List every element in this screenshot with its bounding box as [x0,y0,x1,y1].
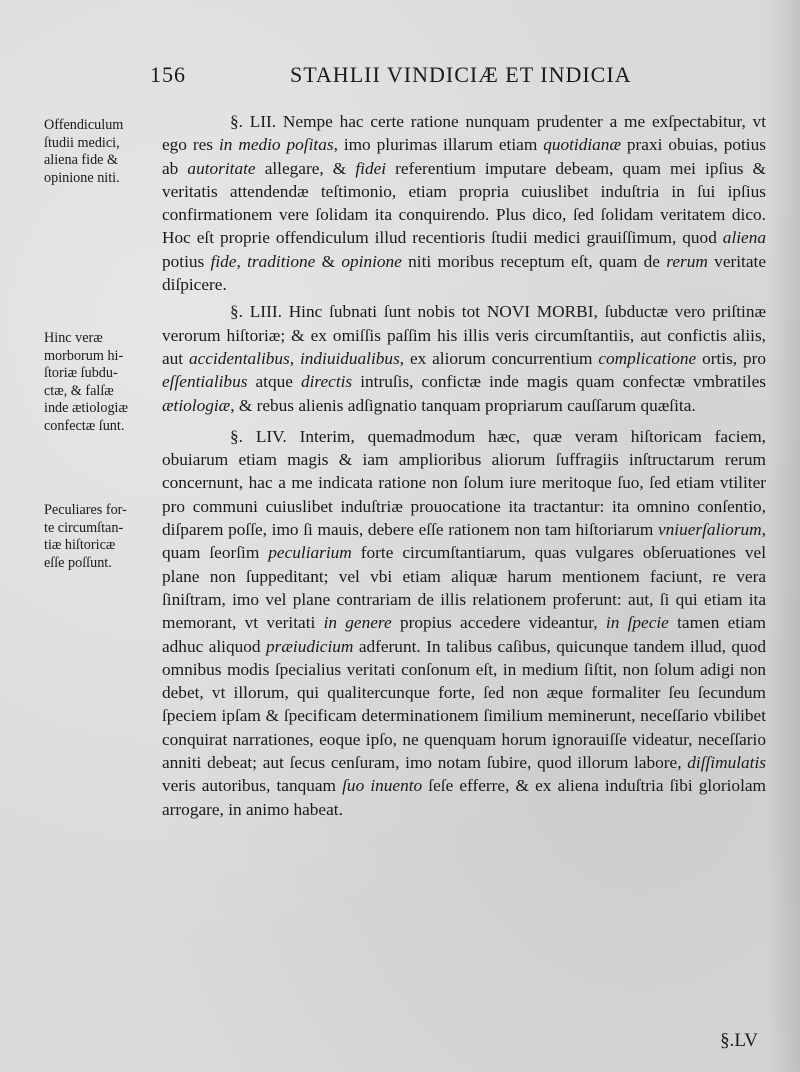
text-run: , & rebus alienis adſignatio tanquam propriarum cauſſarum quæſita. [230,395,696,415]
italic-run: peculiarium [268,543,352,563]
margin-note-line: tiæ hiſtoricæ [44,537,116,553]
text-run: propius accedere videantur, [391,613,606,633]
text-run: intruſis, confictæ inde magis quam confectæ vmbratiles [352,372,766,392]
italic-run: directis [300,372,353,392]
paragraph-liv [162,425,766,821]
margin-note-line: Peculiares for- [44,502,127,518]
page-fold-shadow [766,0,800,1072]
margin-note-line: eſſe poſſunt. [44,554,112,571]
italic-run: vniuerſaliorum [657,520,762,540]
margin-note-line: opinione niti. [44,169,120,186]
italic-run: rerum [666,251,708,271]
margin-note-line: inde ætiologiæ [44,400,128,416]
italic-run: opinione [341,251,402,271]
italic-run: fide [210,251,237,271]
text-run: atque [247,372,301,392]
running-title: STAHLII VINDICIÆ ET INDICIA [290,62,632,87]
text-run: adferunt. In talibus caſibus, quicunque tandem illud, quod omnibus modis ſpecialius veritati conſonum eſt, in medium ſiſtit, non ſolum adigi non debet, vt illorum, qui qualitercunque forte, ſed non æque formaliter ſeu ſecundum ſpeciem ipſam & ſpecificam determinationem ſimilium meminerunt, neceſſario vbilibet conquirat narrationes, eoque ipſo, ne quenquam horum ignorauiſſe videatur, neceſſario anniti debeat; aut ſecus cenſuram, imo notam ſubire, quod illorum labore, [162,636,766,773]
italic-run: ſuo inuento [342,776,423,796]
italic-run: in ſpecie [605,613,669,633]
text-run: Hinc ſubnati ſunt nobis tot NOVI MORBI, ſubductæ vero priſtinæ verorum hiſtoriæ; & ex omiſſis paſſim his illis veris circumſtantiis, aut confictis aliis, aut [162,302,766,368]
text-run: allegare, & [255,158,356,178]
italic-run: complicatione [598,348,697,368]
italic-run: in genere [323,613,392,633]
text-run: niti moribus receptum eſt, quam de [401,251,667,271]
text-run: referentium imputare debeam, quam mei ipſius & veritatis attendendæ teſtimonio, etiam propria cuiuslibet induſtria in ſui ipſius confirmationem vere ſolidam ita conquirendo. Plus dico, ſed ſolidam veritatem dico. Hoc eſt proprie offendiculum illud recentioris ſtudii medici grauiſſimum, quod [162,158,766,248]
margin-note-line: ctæ, & falſæ [44,382,114,399]
text-run: & [315,251,342,271]
italic-run: fidei [355,158,387,178]
text-run: praxi obuias, potius ab [162,135,766,178]
italic-run: præiudicium [266,636,354,656]
section-number: §. LII. [230,112,277,131]
italic-run: quotidianæ [543,135,621,155]
margin-note-line: aliena fide & [44,152,119,168]
text-run: potius [162,251,211,271]
italic-run: indiuidualibus [299,348,400,368]
text-run: , [236,251,248,271]
text-run: forte circumſtantiarum, quas vulgares obſeruationes vel plane non ſuppeditant; vel vbi etiam aliquæ harum mentionem faciunt, re vera ſiniſtram, imo vel plane contrariam de illis relationem proferunt: aut, ſi qui etiam ita memorant, vt veritati [162,543,767,633]
margin-note-line: ſtudii medici, [44,134,120,151]
margin-note-line: ſtoriæ ſubdu- [44,365,118,381]
italic-run: diſſimulatis [687,753,766,773]
italic-run: accidentalibus [188,348,290,368]
margin-note-line: Offendiculum [44,117,124,133]
paragraph-lii [162,110,766,296]
main-text [162,110,766,821]
text-run: , quam ſeorſim [162,520,766,563]
text-run: tamen etiam adhuc aliquod [162,613,767,656]
section-number: §. LIII. [230,302,282,322]
italic-run: aliena [722,228,766,248]
text-run: ortis, pro [696,348,767,368]
text-run: veris autoribus, tanquam [162,776,343,796]
margin-note-peculiares [44,502,156,572]
text-run: , imo plurimas illarum etiam [333,135,544,155]
margin-note-line: confectæ ſunt. [44,417,125,434]
italic-run: traditione [247,251,316,271]
text-run: ſeſe efferre, & ex aliena induſtria ſibi gloriolam arrogare, in animo habeat. [162,776,766,819]
italic-run: autoritate [187,158,256,178]
margin-note-line: Hinc veræ [44,330,103,346]
margin-note-line: morborum hi- [44,347,124,364]
text-run: Interim, quemadmodum hæc, quæ veram hiſtoricam faciem, obuiarum etiam magis & iam amplioribus aliorum ſuffragiis inſtructarum rerum concernunt, hac a me indicata ratione non ſolum iure meritoque ſuo, ſed etiam vtiliter pro communi cuiuslibet induſtriæ prouocatione ita tractantur: ita omnino conſentio, diſparem poſſe, imo ſi mauis, debere eſſe rationem non tam hiſtoriarum [162,426,766,540]
italic-run: in medio poſitas [218,135,334,155]
catchword: §.LV [720,1030,758,1051]
section-number: §. LIV. [230,426,287,446]
text-run: Nempe hac certe ratione nunquam prudenter a me exſpectabitur, vt ego res [162,112,767,155]
margin-note-line: te circumſtan- [44,519,124,536]
italic-run: ætiologiæ [162,395,231,415]
text-run: , [289,348,300,368]
italic-run: eſſentialibus [162,372,248,392]
text-run: veritate diſpicere. [162,251,766,295]
text-run: , ex aliorum concurrentium [399,348,599,368]
page-number: 156 [150,62,186,87]
paragraph-liii [162,300,766,416]
margin-note-offendiculum [44,117,156,187]
margin-note-hinc-verae [44,330,156,435]
